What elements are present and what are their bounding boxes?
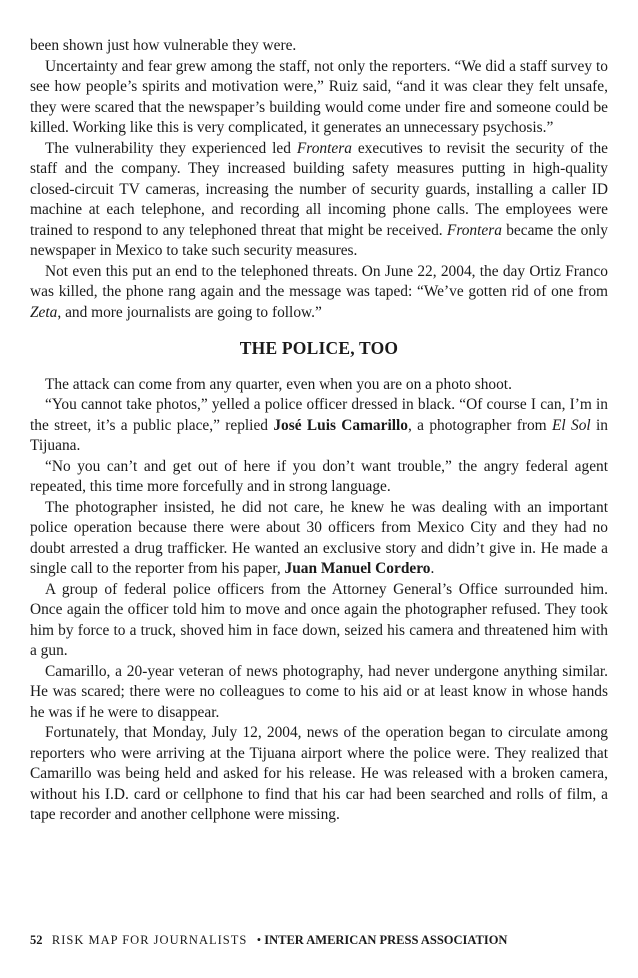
page-footer bbox=[30, 933, 608, 948]
text-run: “You cannot take photos,” yelled a police officer dressed in black. “Of course I can, I’m in the street, it’s a public place,” replied bbox=[30, 396, 608, 434]
footer-separator: • bbox=[256, 933, 262, 947]
italic-text: Zeta bbox=[30, 303, 58, 321]
section-heading: THE POLICE, TOO bbox=[239, 338, 399, 358]
paragraph bbox=[30, 662, 608, 724]
text-run: Not even this put an end to the telephoned threats. On June 22, 2004, the day Ortiz Franco was killed, the phone rang again and the message was taped: “We’ve gotten rid of one from bbox=[30, 262, 608, 300]
italic-text: Frontera bbox=[296, 139, 352, 157]
paragraph bbox=[30, 57, 608, 139]
paragraph bbox=[30, 375, 608, 396]
text-run: Fortunately, that Monday, July 12, 2004, news of the operation began to circulate among reporters who were arriving at the Tijuana airport where the police were. They realized that Camarillo was being held and asked for his release. He was released with a broken camera, without his I.D. card or cellphone to find that his car had been searched and rolls of film, a tape recorder and another cellphone were missing. bbox=[30, 724, 608, 823]
text-run: executives to revisit the security of the staff and the company. They increased building safety measures putting in high-quality closed-circuit TV cameras, increasing the number of security guards, installing a caller ID machine at each telephone, and recording all incoming phone calls. The employees were trained to respond to any telephoned threat that might be received. bbox=[30, 139, 608, 239]
text-run: “No you can’t and get out of here if you don’t want trouble,” the angry federal agent repeated, this time more forcefully and in strong language. bbox=[30, 457, 608, 495]
bold-name: Juan Manuel Cordero bbox=[284, 560, 431, 577]
paragraph bbox=[30, 457, 608, 498]
paragraph bbox=[30, 580, 608, 662]
text-run: , and more journalists are going to follow.” bbox=[57, 303, 322, 321]
paragraph bbox=[30, 36, 608, 57]
italic-text: El Sol bbox=[551, 416, 591, 434]
page-body bbox=[30, 36, 608, 826]
book-title: RISK MAP FOR JOURNALISTS bbox=[51, 933, 248, 947]
text-run: became the only newspaper in Mexico to take such security measures. bbox=[30, 221, 608, 259]
text-run: Camarillo, a 20-year veteran of news photography, had never undergone anything similar. He was scared; there were no colleagues to come to his aid or at least know in whose hands he was if he were to disappear. bbox=[30, 662, 608, 721]
organization-name: INTER AMERICAN PRESS ASSOCIATION bbox=[264, 933, 508, 947]
page-number: 52 bbox=[30, 933, 43, 947]
paragraph bbox=[30, 139, 608, 262]
text-run: . bbox=[430, 560, 435, 577]
text-run: The vulnerability they experienced led bbox=[45, 139, 297, 157]
section-police bbox=[30, 375, 608, 826]
paragraph bbox=[30, 498, 608, 580]
section-intro bbox=[30, 36, 608, 323]
text-run: The attack can come from any quarter, even when you are on a photo shoot. bbox=[45, 375, 512, 393]
text-run: The photographer insisted, he did not care, he knew he was dealing with an important police operation because there were about 30 officers from Mexico City and they had no doubt arrested a drug trafficker. He wanted an exclusive story and didn’t give in. He made a single call to the reporter from his paper, bbox=[30, 498, 608, 577]
paragraph bbox=[30, 395, 608, 457]
paragraph bbox=[30, 262, 608, 324]
paragraph bbox=[30, 723, 608, 826]
text-run: A group of federal police officers from the Attorney General’s Office surrounded him. Once again the officer told him to move and once again the photographer refused. They took him by force to a truck, shoved him in face down, seized his camera and threatened him with a gun. bbox=[30, 580, 608, 659]
text-run: been shown just how vulnerable they were. bbox=[30, 37, 297, 54]
text-run: , a photographer from bbox=[407, 416, 552, 434]
text-run: Uncertainty and fear grew among the staff, not only the reporters. “We did a staff survey to see how people’s spirits and motivation were,” Ruiz said, “and it was clear they felt unsafe, they were scared that the newspaper’s building would come under fire and someone could be killed. Working like this is very complicated, it generates an unnecessary psychosis.” bbox=[30, 57, 608, 136]
bold-name: José Luis Camarillo bbox=[273, 416, 408, 434]
italic-text: Frontera bbox=[446, 221, 502, 239]
text-run: in Tijuana. bbox=[30, 416, 608, 454]
